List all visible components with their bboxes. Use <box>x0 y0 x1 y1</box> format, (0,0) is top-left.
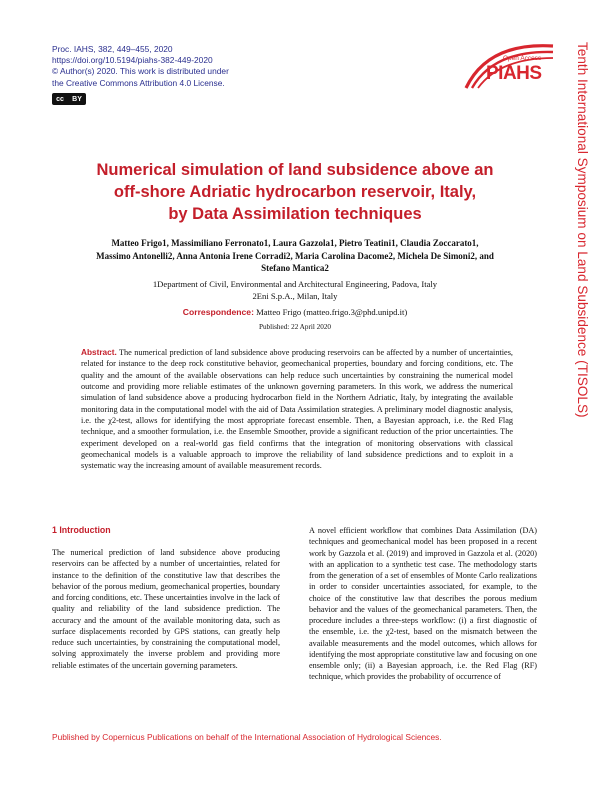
license-line[interactable]: the Creative Commons Attribution 4.0 License. <box>52 77 225 88</box>
title-line: by Data Assimilation techniques <box>168 205 422 223</box>
affiliation-line: 1Department of Civil, Environmental and Architectural Engineering, Padova, Italy <box>152 279 438 289</box>
symposium-side-title: Tenth International Symposium on Land Subsidence (TISOLS) <box>575 42 590 418</box>
affiliation-line: 2Eni S.p.A., Milan, Italy <box>252 290 338 301</box>
published-date: Published: 22 April 2020 <box>258 323 332 331</box>
journal-logo-text: PIAHS <box>486 63 542 84</box>
column-left-text: The numerical prediction of land subsidence above producing reservoirs can be affected by a number of uncertainties, related for instance to the definition of the constitutive law that describes the behavior of the porous medium, geomechanical properties, boundary and forcing conditions, etc. These uncertainties involve in the lack of quality and reliability of the land subsidence prediction. The accuracy and the amount of the available monitoring data, such as surface displacements recorded by GPS stations, can greatly help reduce such uncertainties, by constraining the computational model, solving approximately the inverse problem and providing more reliable estimates of the uncertain governing parameters. <box>52 548 280 670</box>
copyright-line: © Author(s) 2020. This work is distributed under <box>52 66 229 77</box>
author-line: Stefano Mantica2 <box>261 263 329 273</box>
publication-metadata <box>52 44 312 89</box>
author-line: Matteo Frigo1, Massimiliano Ferronato1, Laura Gazzola1, Pietro Teatini1, Claudia Zoccarato1, <box>111 238 479 248</box>
correspondence-label: Correspondence: <box>182 307 254 317</box>
title-line: off-shore Adriatic hydrocarbon reservoir, Italy, <box>113 183 477 201</box>
column-right-text: A novel efficient workflow that combines Data Assimilation (DA) techniques and geomechanical model has been proposed in a recent work by Gazzola et al. (2019) and improved in Gazzola et al. (2020) with an application to a synthetic test case. The methodology starts from the generation of a set of ensembles of Monte Carlo realizations in order to consider uncertainties associated, for example, to the choice of the constitutive law that describes the porous medium behavior and the values of the geomechanical parameters. Then, the procedure includes a three-steps workflow: (i) a first diagnostic of the ensemble, i.e. the χ2-test, based on the mismatch between the available measurements and the model outcomes, which allows for identifying the most appropriate constitutive law and focusing on one ensemble only; (ii) a Bayesian approach, i.e. the Red Flag (RF) technique, which provides the probability of occurrence of <box>309 526 537 682</box>
abstract-label: Abstract. <box>81 348 117 357</box>
abstract-text: The numerical prediction of land subsidence above producing reservoirs can be affected by a number of uncertainties, related for instance to the deep rock constitutive behavior, geomechanical properties, boundary and forcing conditions, etc. The quality and the amount of the available observations can help reduce such uncertainties by constraining the numerical model outcome and providing more reliable estimates of the unknown governing parameters. In this work, we address the numerical simulation of land subsidence above a producing hydrocarbon field in the Northern Adriatic, Italy, by integrating the available monitoring data in the computational model with the aid of Data Assimilation strategies. A preliminary model diagnostic analysis, i.e. the χ2-test, allows for identifying the most appropriate forecast ensemble. Then, a Bayesian approach, i.e. the Red Flag technique, and a smoother formulation, i.e. the Ensemble Smoother, provide a significant reduction of the prior uncertainties. The experiment developed on a real-world gas field confirms that the integration of monitoring observations with classical geomechanical models is a valuable approach to improve the reliability of land subsidence predictions and to exploit in a systematic way the increasing amount of available measurement records. <box>81 348 513 471</box>
cc-icon: cc <box>56 95 64 103</box>
correspondence-text[interactable]: Matteo Frigo (matteo.frigo.3@phd.unipd.it) <box>256 307 408 317</box>
paper-title <box>60 159 530 225</box>
author-list <box>60 237 530 275</box>
title-line: Numerical simulation of land subsidence above an <box>96 161 494 179</box>
doi-link[interactable]: https://doi.org/10.5194/piahs-382-449-2020 <box>52 55 213 66</box>
journal-citation: Proc. IAHS, 382, 449–455, 2020 <box>52 44 173 54</box>
affiliations <box>60 279 530 302</box>
publisher-footer: Published by Copernicus Publications on behalf of the International Association of Hydrological Sciences. <box>52 732 442 742</box>
by-icon: BY <box>72 95 82 103</box>
author-line: Massimo Antonelli2, Anna Antonia Irene Corradi2, Maria Carolina Dacome2, Michela De Simoni2, and <box>96 250 494 261</box>
cc-license-badge[interactable] <box>52 93 86 105</box>
abstract <box>81 347 513 472</box>
section-heading: 1 Introduction <box>52 525 111 535</box>
correspondence <box>60 307 530 317</box>
open-access-label: Open Access <box>503 55 542 62</box>
